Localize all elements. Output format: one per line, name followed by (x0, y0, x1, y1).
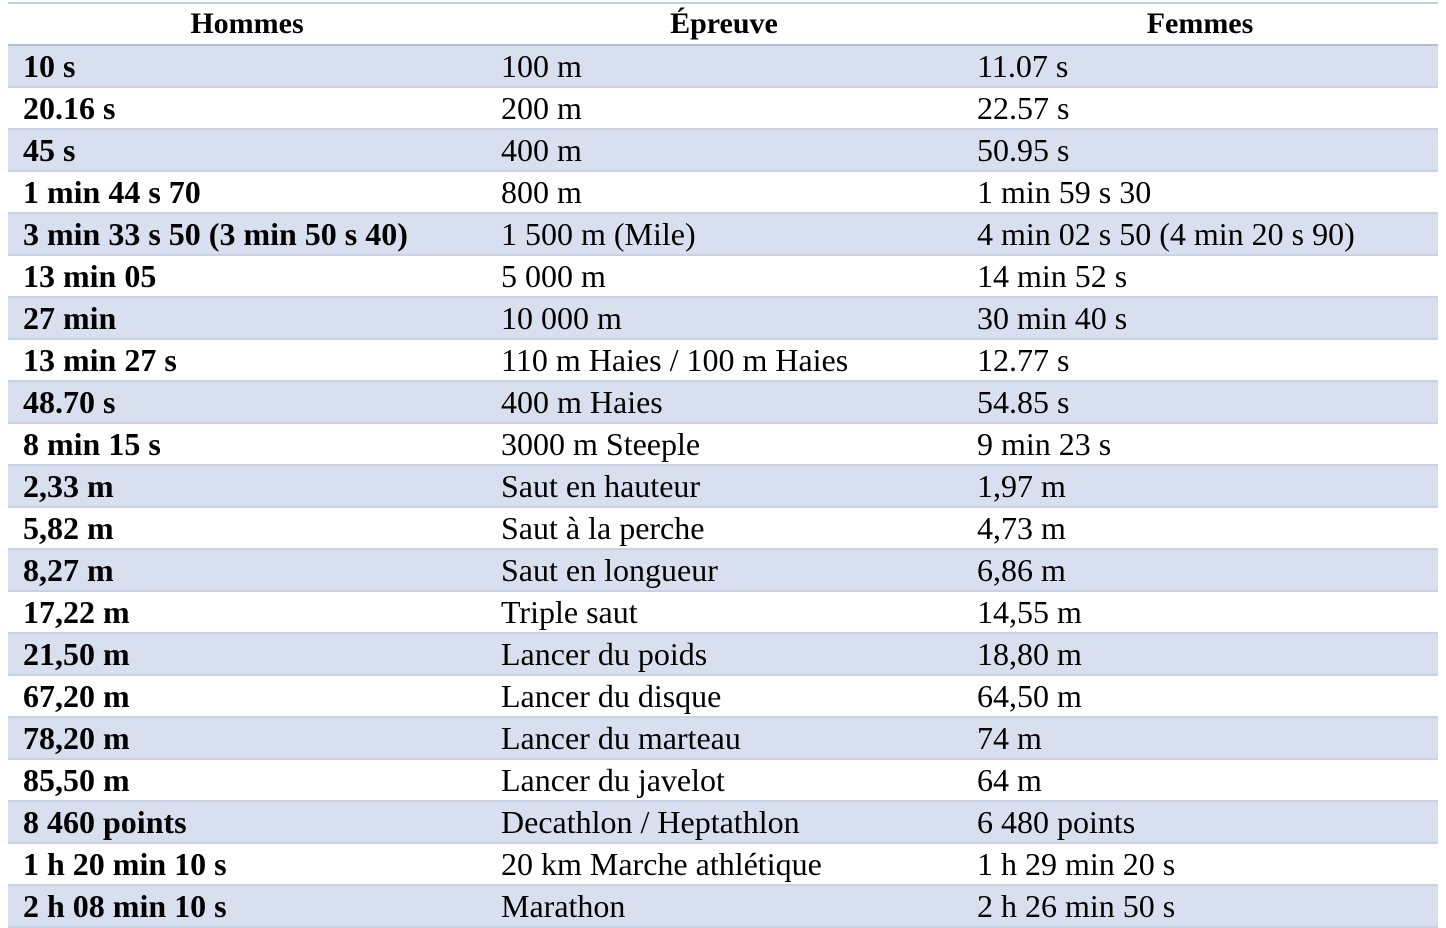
event-cell: 200 m (486, 87, 962, 129)
table-row (8, 843, 1438, 885)
event-cell: 110 m Haies / 100 m Haies (486, 339, 962, 381)
event-cell: Saut en longueur (486, 549, 962, 591)
event-cell: 100 m (486, 45, 962, 87)
header-event: Épreuve (486, 3, 962, 45)
men-record-cell: 45 s (8, 129, 486, 171)
header-men: Hommes (8, 3, 486, 45)
event-cell: 1 500 m (Mile) (486, 213, 962, 255)
table-row (8, 549, 1438, 591)
women-record-cell: 4 min 02 s 50 (4 min 20 s 90) (962, 213, 1438, 255)
table-row (8, 591, 1438, 633)
event-cell: 20 km Marche athlétique (486, 843, 962, 885)
men-record-cell: 13 min 27 s (8, 339, 486, 381)
women-record-cell: 9 min 23 s (962, 423, 1438, 465)
men-record-cell: 20.16 s (8, 87, 486, 129)
women-record-cell: 14,55 m (962, 591, 1438, 633)
men-record-cell: 48.70 s (8, 381, 486, 423)
men-record-cell: 8 460 points (8, 801, 486, 843)
men-record-cell: 10 s (8, 45, 486, 87)
table-row (8, 129, 1438, 171)
women-record-cell: 2 h 26 min 50 s (962, 885, 1438, 927)
women-record-cell: 4,73 m (962, 507, 1438, 549)
table-row (8, 507, 1438, 549)
women-record-cell: 6 480 points (962, 801, 1438, 843)
table-row (8, 255, 1438, 297)
event-cell: Triple saut (486, 591, 962, 633)
women-record-cell: 6,86 m (962, 549, 1438, 591)
table-row (8, 45, 1438, 87)
table-row (8, 675, 1438, 717)
women-record-cell: 64,50 m (962, 675, 1438, 717)
event-cell: Decathlon / Heptathlon (486, 801, 962, 843)
table-row (8, 717, 1438, 759)
women-record-cell: 1,97 m (962, 465, 1438, 507)
men-record-cell: 1 h 20 min 10 s (8, 843, 486, 885)
men-record-cell: 78,20 m (8, 717, 486, 759)
women-record-cell: 64 m (962, 759, 1438, 801)
header-women: Femmes (962, 3, 1438, 45)
table-body (8, 45, 1438, 927)
event-cell: 3000 m Steeple (486, 423, 962, 465)
women-record-cell: 30 min 40 s (962, 297, 1438, 339)
event-cell: 400 m (486, 129, 962, 171)
women-record-cell: 14 min 52 s (962, 255, 1438, 297)
women-record-cell: 50.95 s (962, 129, 1438, 171)
women-record-cell: 22.57 s (962, 87, 1438, 129)
men-record-cell: 13 min 05 (8, 255, 486, 297)
event-cell: 10 000 m (486, 297, 962, 339)
men-record-cell: 85,50 m (8, 759, 486, 801)
table-header-row (8, 3, 1438, 45)
table-row (8, 87, 1438, 129)
table-row (8, 759, 1438, 801)
men-record-cell: 67,20 m (8, 675, 486, 717)
men-record-cell: 2 h 08 min 10 s (8, 885, 486, 927)
event-cell: 5 000 m (486, 255, 962, 297)
women-record-cell: 11.07 s (962, 45, 1438, 87)
table-row (8, 213, 1438, 255)
event-cell: Lancer du javelot (486, 759, 962, 801)
table-row (8, 885, 1438, 927)
men-record-cell: 8 min 15 s (8, 423, 486, 465)
men-record-cell: 27 min (8, 297, 486, 339)
men-record-cell: 17,22 m (8, 591, 486, 633)
women-record-cell: 1 h 29 min 20 s (962, 843, 1438, 885)
women-record-cell: 12.77 s (962, 339, 1438, 381)
event-cell: Lancer du marteau (486, 717, 962, 759)
table-row (8, 297, 1438, 339)
event-cell: Lancer du disque (486, 675, 962, 717)
men-record-cell: 21,50 m (8, 633, 486, 675)
event-cell: Saut en hauteur (486, 465, 962, 507)
event-cell: Marathon (486, 885, 962, 927)
table-row (8, 423, 1438, 465)
men-record-cell: 3 min 33 s 50 (3 min 50 s 40) (8, 213, 486, 255)
table-row (8, 633, 1438, 675)
women-record-cell: 54.85 s (962, 381, 1438, 423)
table-row (8, 339, 1438, 381)
event-cell: 400 m Haies (486, 381, 962, 423)
event-cell: Lancer du poids (486, 633, 962, 675)
women-record-cell: 74 m (962, 717, 1438, 759)
men-record-cell: 2,33 m (8, 465, 486, 507)
table-row (8, 465, 1438, 507)
women-record-cell: 18,80 m (962, 633, 1438, 675)
table-row (8, 171, 1438, 213)
men-record-cell: 1 min 44 s 70 (8, 171, 486, 213)
women-record-cell: 1 min 59 s 30 (962, 171, 1438, 213)
event-cell: 800 m (486, 171, 962, 213)
men-record-cell: 5,82 m (8, 507, 486, 549)
event-cell: Saut à la perche (486, 507, 962, 549)
table-row (8, 801, 1438, 843)
table-row (8, 381, 1438, 423)
records-table (8, 2, 1438, 928)
men-record-cell: 8,27 m (8, 549, 486, 591)
